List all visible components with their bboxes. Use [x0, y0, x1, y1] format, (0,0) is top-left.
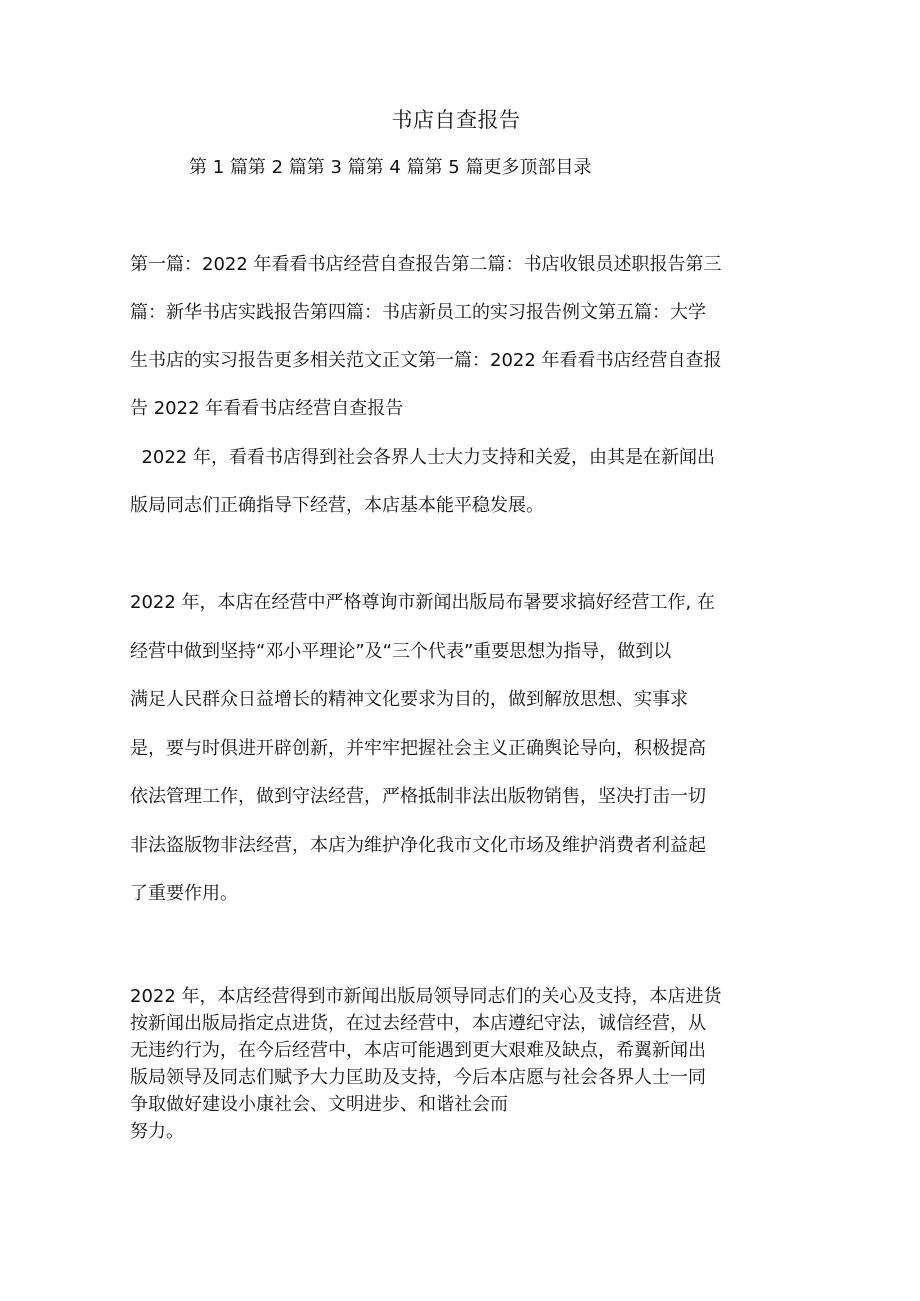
paragraph-line: 2022 年，本店经营得到市新闻出版局领导同志们的关心及支持，本店进货	[130, 986, 722, 1007]
intro-paragraph	[130, 243, 790, 435]
paragraph-line: 版局同志们正确指导下经营，本店基本能平稳发展。	[130, 495, 544, 516]
paragraph-line: 经营中做到坚持“邓小平理论”及“三个代表”重要思想为指导，做到以	[130, 640, 672, 662]
body-paragraph-3	[130, 983, 790, 1145]
paragraph-line: 了重要作用。	[130, 883, 238, 904]
paragraph-line: 满足人民群众日益增长的精神文化要求为目的，做到解放思想、实事求	[130, 689, 688, 710]
intro-line: 告 2022 年看看书店经营自查报告	[130, 398, 404, 419]
paragraph-line: 依法管理工作，做到守法经营，严格抵制非法出版物销售，坚决打击一切	[130, 786, 706, 807]
document-title: 书店自查报告	[391, 108, 521, 132]
paragraph-line: 按新闻出版局指定点进货，在过去经营中，本店遵纪守法，诚信经营，从	[130, 1013, 706, 1034]
paragraph-line: 非法盗版物非法经营，本店为维护净化我市文化市场及维护消费者利益起	[130, 834, 706, 856]
paragraph-line: 无违约行为，在今后经营中，本店可能遇到更大艰难及缺点，希翼新闻出	[130, 1040, 706, 1061]
body-paragraph-1	[130, 436, 790, 532]
body-paragraph-2	[130, 581, 790, 921]
paragraph-line: 2022 年，本店在经营中严格尊询市新闻出版局布暑要求搞好经营工作, 在	[130, 592, 715, 613]
table-of-contents: 第 1 篇第 2 篇第 3 篇第 4 篇第 5 篇更多顶部目录	[189, 157, 592, 178]
intro-line: 第一篇：2022 年看看书店经营自查报告第二篇：书店收银员述职报告第三	[130, 254, 722, 275]
intro-line: 生书店的实习报告更多相关范文正文第一篇：2022 年看看书店经营自查报	[130, 350, 722, 371]
paragraph-line: 努力。	[130, 1121, 184, 1142]
paragraph-line: 争取做好建设小康社会、文明进步、和谐社会而	[130, 1094, 508, 1115]
paragraph-line: 是，要与时俱进开辟创新，并牢牢把握社会主义正确舆论导向，积极提高	[130, 737, 706, 759]
paragraph-line: 版局领导及同志们赋予大力匡助及支持，今后本店愿与社会各界人士一同	[130, 1067, 706, 1088]
intro-line: 篇：新华书店实践报告第四篇：书店新员工的实习报告例文第五篇：大学	[130, 302, 706, 323]
paragraph-line: 2022 年，看看书店得到社会各界人士大力支持和关爱，由其是在新闻出	[130, 447, 715, 468]
